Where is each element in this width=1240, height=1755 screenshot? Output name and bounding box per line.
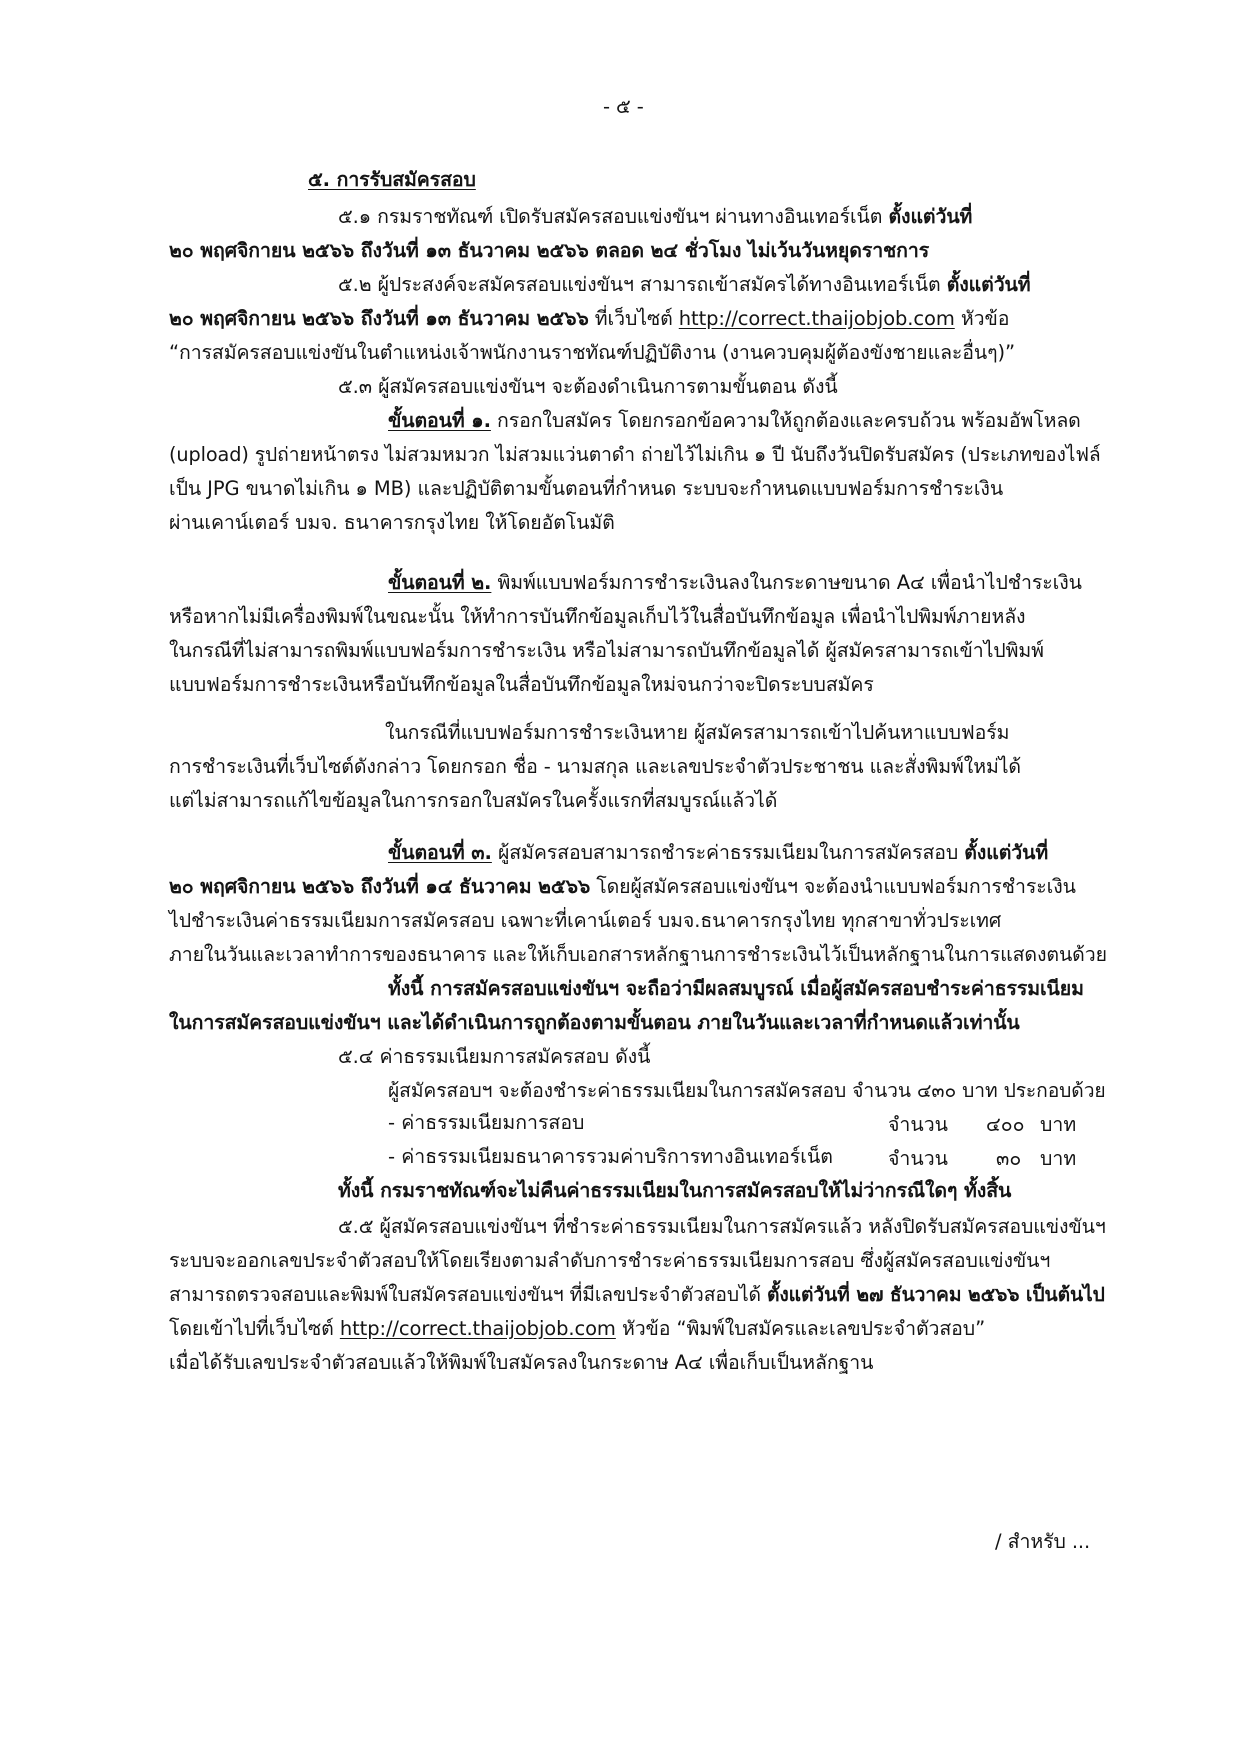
step-3-line-5: ทั้งนี้ การสมัครสอบแข่งขันฯ จะถือว่ามีผลสมบูรณ์ เมื่อผู้สมัครสอบชำระค่าธรรมเนียม	[388, 977, 1084, 1000]
para-5-5-line-3: สามารถตรวจสอบและพิมพ์ใบสมัครสอบแข่งขันฯ ที่มีเลขประจำตัวสอบได้ ตั้งแต่วันที่ ๒๗ ธันวาคม ๒๕๖๖ เป็นต้นไป	[169, 1283, 1105, 1306]
fee-amount: ๔๐๐	[986, 1113, 1025, 1136]
fee-qty-word: จำนวน	[888, 1147, 948, 1170]
step-3-line-6: ในการสมัครสอบแข่งขันฯ และได้ดำเนินการถูกต้องตามขั้นตอน ภายในวันและเวลาที่กำหนดแล้วเท่านั้น	[169, 1011, 1020, 1034]
para-5-5-line-5: เมื่อได้รับเลขประจำตัวสอบแล้วให้พิมพ์ใบสมัครลงในกระดาษ A๔ เพื่อเก็บเป็นหลักฐาน	[169, 1351, 874, 1374]
para-5-1-line-2: ๒๐ พฤศจิกายน ๒๕๖๖ ถึงวันที่ ๑๓ ธันวาคม ๒๕๖๖ ตลอด ๒๔ ชั่วโมง ไม่เว้นวันหยุดราชการ	[169, 239, 930, 262]
step-2-line-1: ขั้นตอนที่ ๒. พิมพ์แบบฟอร์มการชำระเงินลงในกระดาษขนาด A๔ เพื่อนำไปชำระเงิน	[388, 571, 1082, 594]
para-5-5-line-1: ๕.๕ ผู้สมัครสอบแข่งขันฯ ที่ชำระค่าธรรมเนียมในการสมัครแล้ว หลังปิดรับสมัครสอบแข่งขันฯ	[338, 1215, 1106, 1238]
step-2-line-2: หรือหากไม่มีเครื่องพิมพ์ในขณะนั้น ให้ทำการบันทึกข้อมูลเก็บไว้ในสื่อบันทึกข้อมูล เพื่อนำไปพิมพ์ภายหลัง	[169, 605, 1026, 628]
step-2-line-3: ในกรณีที่ไม่สามารถพิมพ์แบบฟอร์มการชำระเงิน หรือไม่สามารถบันทึกข้อมูลได้ ผู้สมัครสามารถเข้าไปพิมพ์	[169, 639, 1044, 662]
step-3-line-2: ๒๐ พฤศจิกายน ๒๕๖๖ ถึงวันที่ ๑๔ ธันวาคม ๒๕๖๖ โดยผู้สมัครสอบแข่งขันฯ จะต้องนำแบบฟอร์มการชำระเงิน	[169, 875, 1076, 898]
para-5-5-line-4: โดยเข้าไปที่เว็บไซต์ http://correct.thaijobjob.com หัวข้อ “พิมพ์ใบสมัครและเลขประจำตัวสอบ”	[169, 1317, 986, 1340]
step-1-line-4: ผ่านเคาน์เตอร์ บมจ. ธนาคารกรุงไทย ให้โดยอัตโนมัติ	[169, 511, 615, 534]
website-link[interactable]: http://correct.thaijobjob.com	[339, 1317, 616, 1340]
para-5-2-line-1: ๕.๒ ผู้ประสงค์จะสมัครสอบแข่งขันฯ สามารถเข้าสมัครได้ทางอินเทอร์เน็ต ตั้งแต่วันที่	[338, 273, 1031, 296]
website-link[interactable]: http://correct.thaijobjob.com	[678, 307, 955, 330]
fee-unit: บาท	[1040, 1113, 1077, 1136]
step-2-line-7: แต่ไม่สามารถแก้ไขข้อมูลในการกรอกใบสมัครในครั้งแรกที่สมบูรณ์แล้วได้	[169, 789, 778, 812]
para-5-4-note: ทั้งนี้ กรมราชทัณฑ์จะไม่คืนค่าธรรมเนียมในการสมัครสอบให้ไม่ว่ากรณีใดๆ ทั้งสิ้น	[338, 1179, 1012, 1202]
step-2-label: ขั้นตอนที่ ๒.	[388, 571, 492, 594]
page-number: - ๕ -	[603, 95, 644, 118]
step-2-line-6: การชำระเงินที่เว็บไซต์ดังกล่าว โดยกรอก ชื่อ - นามสกุล และเลขประจำตัวประชาชน และสั่งพิมพ์ใหม่ได้	[169, 755, 1022, 778]
step-2-line-5: ในกรณีที่แบบฟอร์มการชำระเงินหาย ผู้สมัครสามารถเข้าไปค้นหาแบบฟอร์ม	[385, 721, 1010, 744]
step-3-label: ขั้นตอนที่ ๓.	[388, 841, 492, 864]
step-1-line-1: ขั้นตอนที่ ๑. กรอกใบสมัคร โดยกรอกข้อความให้ถูกต้องและครบถ้วน พร้อมอัพโหลด	[388, 409, 1081, 432]
step-2-line-4: แบบฟอร์มการชำระเงินหรือบันทึกข้อมูลในสื่อบันทึกข้อมูลใหม่จนกว่าจะปิดระบบสมัคร	[169, 673, 874, 696]
fee-label: - ค่าธรรมเนียมธนาคารรวมค่าบริการทางอินเทอร์เน็ต	[388, 1145, 833, 1168]
para-5-3-line-1: ๕.๓ ผู้สมัครสอบแข่งขันฯ จะต้องดำเนินการตามขั้นตอน ดังนี้	[338, 375, 838, 398]
fee-amount: ๓๐	[996, 1147, 1022, 1170]
para-5-2-line-3: “การสมัครสอบแข่งขันในตำแหน่งเจ้าพนักงานราชทัณฑ์ปฏิบัติงาน (งานควบคุมผู้ต้องขังชายและอื่นๆ)”	[169, 341, 1016, 364]
section-heading: ๕. การรับสมัครสอบ	[308, 168, 476, 191]
step-1-line-3: เป็น JPG ขนาดไม่เกิน ๑ MB) และปฏิบัติตามขั้นตอนที่กำหนด ระบบจะกำหนดแบบฟอร์มการชำระเงิน	[169, 477, 1004, 500]
fee-label: - ค่าธรรมเนียมการสอบ	[388, 1111, 585, 1134]
continued-marker: / สำหรับ ...	[995, 1530, 1091, 1553]
para-5-1-line-1: ๕.๑ กรมราชทัณฑ์ เปิดรับสมัครสอบแข่งขันฯ ผ่านทางอินเทอร์เน็ต ตั้งแต่วันที่	[338, 205, 973, 228]
para-5-4-line-1: ๕.๔ ค่าธรรมเนียมการสมัครสอบ ดังนี้	[338, 1045, 651, 1068]
step-1-line-2: (upload) รูปถ่ายหน้าตรง ไม่สวมหมวก ไม่สวมแว่นตาดำ ถ่ายไว้ไม่เกิน ๑ ปี นับถึงวันปิดรับสมัคร (ประเภทของไฟล์	[169, 443, 1101, 466]
fee-qty-word: จำนวน	[888, 1113, 948, 1136]
step-3-line-4: ภายในวันและเวลาทำการของธนาคาร และให้เก็บเอกสารหลักฐานการชำระเงินไว้เป็นหลักฐานในการแสดงตนด้วย	[169, 943, 1107, 966]
step-3-line-1: ขั้นตอนที่ ๓. ผู้สมัครสอบสามารถชำระค่าธรรมเนียมในการสมัครสอบ ตั้งแต่วันที่	[388, 841, 1049, 864]
step-1-label: ขั้นตอนที่ ๑.	[388, 409, 491, 432]
para-5-2-line-2: ๒๐ พฤศจิกายน ๒๕๖๖ ถึงวันที่ ๑๓ ธันวาคม ๒๕๖๖ ที่เว็บไซต์ http://correct.thaijobjob.com หัวข้อ	[169, 307, 1010, 330]
fee-unit: บาท	[1040, 1147, 1077, 1170]
para-5-4-line-2: ผู้สมัครสอบฯ จะต้องชำระค่าธรรมเนียมในการสมัครสอบ จำนวน ๔๓๐ บาท ประกอบด้วย	[388, 1079, 1106, 1102]
step-3-line-3: ไปชำระเงินค่าธรรมเนียมการสมัครสอบ เฉพาะที่เคาน์เตอร์ บมจ.ธนาคารกรุงไทย ทุกสาขาทั่วประเทศ	[169, 909, 1002, 932]
para-5-5-line-2: ระบบจะออกเลขประจำตัวสอบให้โดยเรียงตามลำดับการชำระค่าธรรมเนียมการสอบ ซึ่งผู้สมัครสอบแข่งขันฯ	[169, 1249, 1051, 1272]
